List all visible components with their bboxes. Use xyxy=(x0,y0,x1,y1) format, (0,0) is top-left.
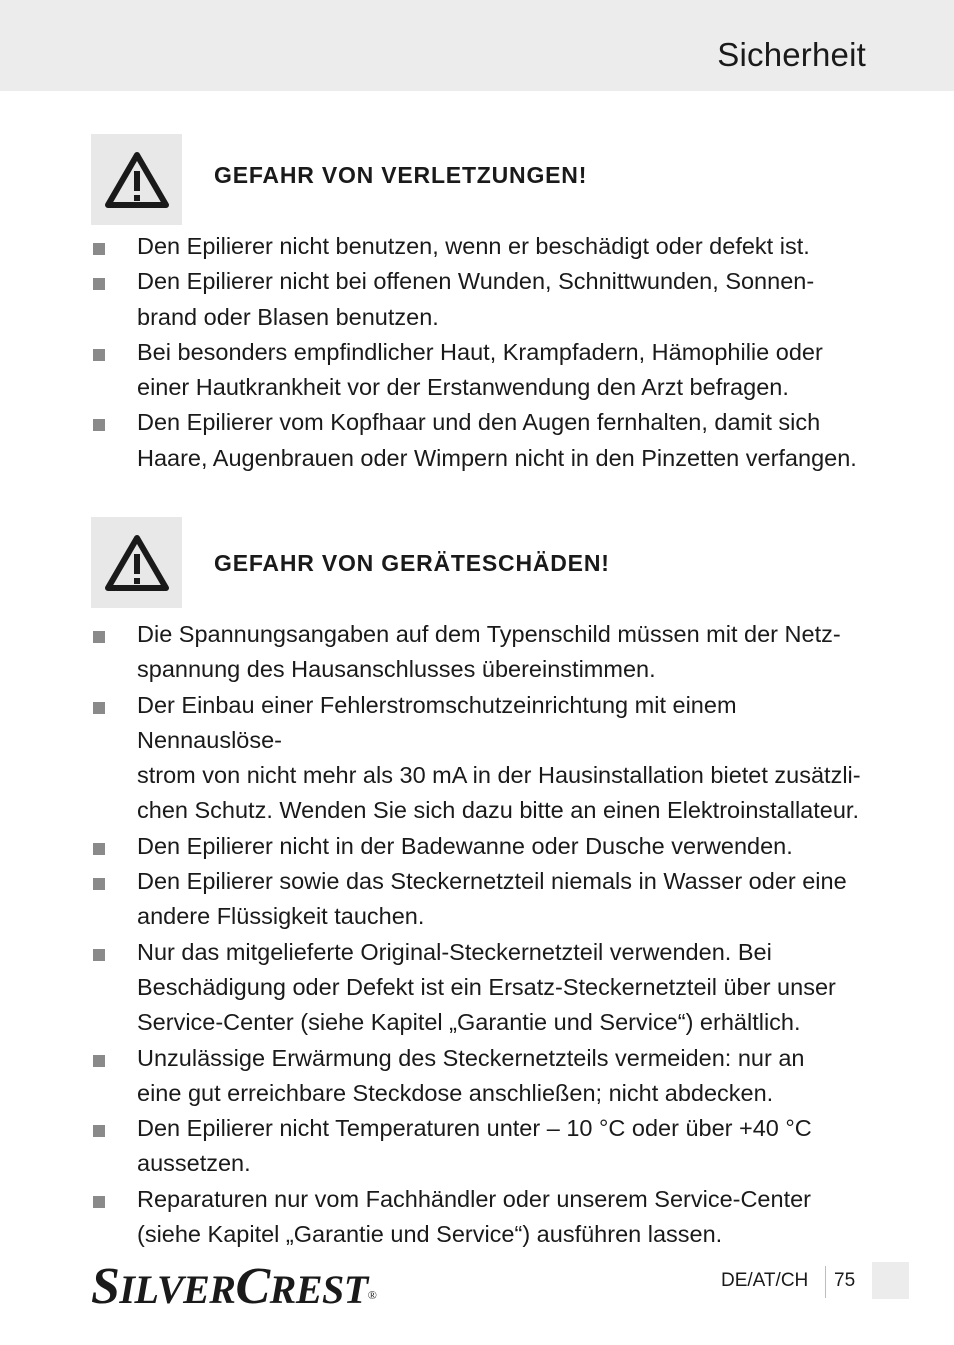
bullet-square-icon xyxy=(93,949,105,961)
brand-logo: SILVERCREST® xyxy=(91,1258,377,1315)
list-item: Der Einbau einer Fehlerstromschutzeinrichtung mit einem Nennauslöse- strom von nicht mehr als 30 mA in der Hausinstallation bietet zusätzli- chen Schutz. Wenden Sie sich dazu bitte an einen Elektroinstallateur. xyxy=(91,688,881,829)
list-item: Reparaturen nur vom Fachhändler oder unserem Service-Center (siehe Kapitel „Garantie und Service“) ausführen lassen. xyxy=(91,1182,881,1253)
bullet-square-icon xyxy=(93,349,105,361)
list-item: Den Epilierer nicht in der Badewanne oder Dusche verwenden. xyxy=(91,829,881,864)
list-item: Den Epilierer nicht benutzen, wenn er beschädigt oder defekt ist. xyxy=(91,229,881,264)
bullet-square-icon xyxy=(93,419,105,431)
bullet-square-icon xyxy=(93,1055,105,1067)
bullet-square-icon xyxy=(93,1125,105,1137)
page-number: 75 xyxy=(834,1270,856,1291)
bullet-list xyxy=(91,229,881,476)
section-heading: GEFAHR VON VERLETZUNGEN! xyxy=(214,162,588,188)
bullet-square-icon xyxy=(93,878,105,890)
list-item: Den Epilierer nicht bei offenen Wunden, Schnittwunden, Sonnen- brand oder Blasen benutzen. xyxy=(91,264,881,335)
page-title: Sicherheit xyxy=(717,36,866,73)
bullet-square-icon xyxy=(93,631,105,643)
section-heading: GEFAHR VON GERÄTESCHÄDEN! xyxy=(214,550,610,576)
bullet-square-icon xyxy=(93,1196,105,1208)
warning-triangle-icon xyxy=(104,534,170,592)
list-item: Unzulässige Erwärmung des Steckernetzteils vermeiden: nur an eine gut erreichbare Steckdose anschließen; nicht abdecken. xyxy=(91,1041,881,1112)
list-item: Die Spannungsangaben auf dem Typenschild müssen mit der Netz- spannung des Hausanschlusses übereinstimmen. xyxy=(91,617,881,688)
bullet-square-icon xyxy=(93,243,105,255)
list-item: Den Epilierer sowie das Steckernetzteil niemals in Wasser oder eine andere Flüssigkeit tauchen. xyxy=(91,864,881,935)
bullet-square-icon xyxy=(93,843,105,855)
page-tab-marker xyxy=(872,1262,909,1299)
footer-locale: DE/AT/CH xyxy=(721,1270,809,1291)
bullet-square-icon xyxy=(93,278,105,290)
warning-box xyxy=(91,134,182,225)
bullet-list xyxy=(91,617,881,1252)
list-item: Den Epilierer nicht Temperaturen unter – 10 °C oder über +40 °C aussetzen. xyxy=(91,1111,881,1182)
warning-triangle-icon xyxy=(104,151,170,209)
list-item: Bei besonders empfindlicher Haut, Krampfadern, Hämophilie oder einer Hautkrankheit vor der Erstanwendung den Arzt befragen. xyxy=(91,335,881,406)
list-item: Den Epilierer vom Kopfhaar und den Augen fernhalten, damit sich Haare, Augenbrauen oder Wimpern nicht in den Pinzetten verfangen. xyxy=(91,405,881,476)
bullet-square-icon xyxy=(93,702,105,714)
list-item: Nur das mitgelieferte Original-Steckernetzteil verwenden. Bei Beschädigung oder Defekt ist ein Ersatz-Steckernetzteil über unser Service-Center (siehe Kapitel „Garantie und Service“) erhältlich. xyxy=(91,935,881,1041)
warning-box xyxy=(91,517,182,608)
footer-divider xyxy=(825,1266,826,1298)
